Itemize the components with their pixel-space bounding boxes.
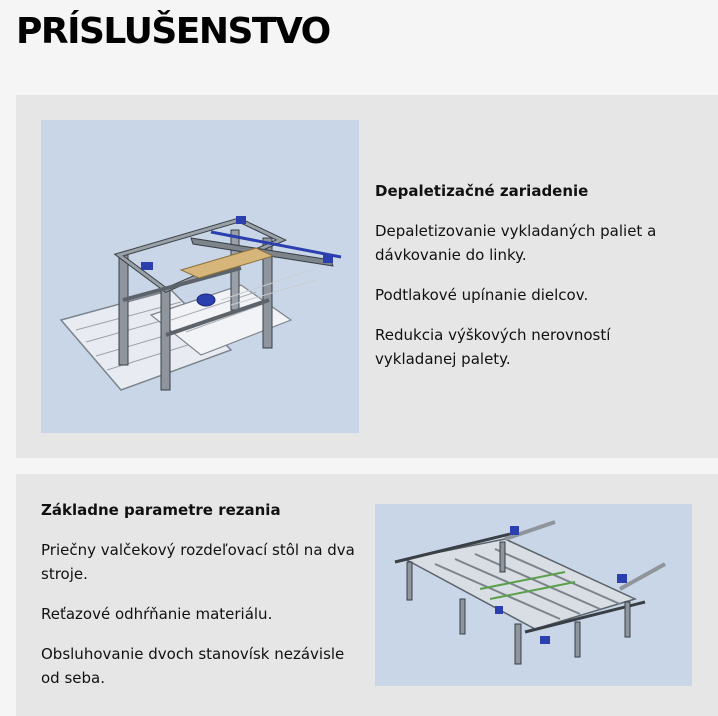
accessory-card-depalletizer [16, 95, 718, 458]
card-paragraph: Redukcia výškových nerovností vykladanej palety. [375, 326, 611, 368]
cutting-parameters-description [41, 498, 361, 706]
depalletizer-machine-image [41, 120, 359, 433]
card-paragraph: Depaletizovanie vykladaných paliet a dávkovanie do linky. [375, 222, 657, 264]
card-paragraph: Priečny valčekový rozdeľovací stôl na dva stroje. [41, 541, 355, 583]
card-paragraph: Reťazové odhŕňanie materiálu. [41, 605, 273, 623]
card-paragraph: Podtlakové upínanie dielcov. [375, 286, 589, 304]
page-title: PRÍSLUŠENSTVO [16, 11, 330, 52]
accessory-card-cutting-parameters [16, 474, 718, 716]
card-heading: Depaletizačné zariadenie [375, 182, 589, 200]
depalletizer-description [375, 179, 695, 387]
roller-distribution-table-image [375, 504, 692, 686]
card-heading: Základne parametre rezania [41, 501, 281, 519]
card-paragraph: Obsluhovanie dvoch stanovísk nezávisle od seba. [41, 645, 345, 687]
